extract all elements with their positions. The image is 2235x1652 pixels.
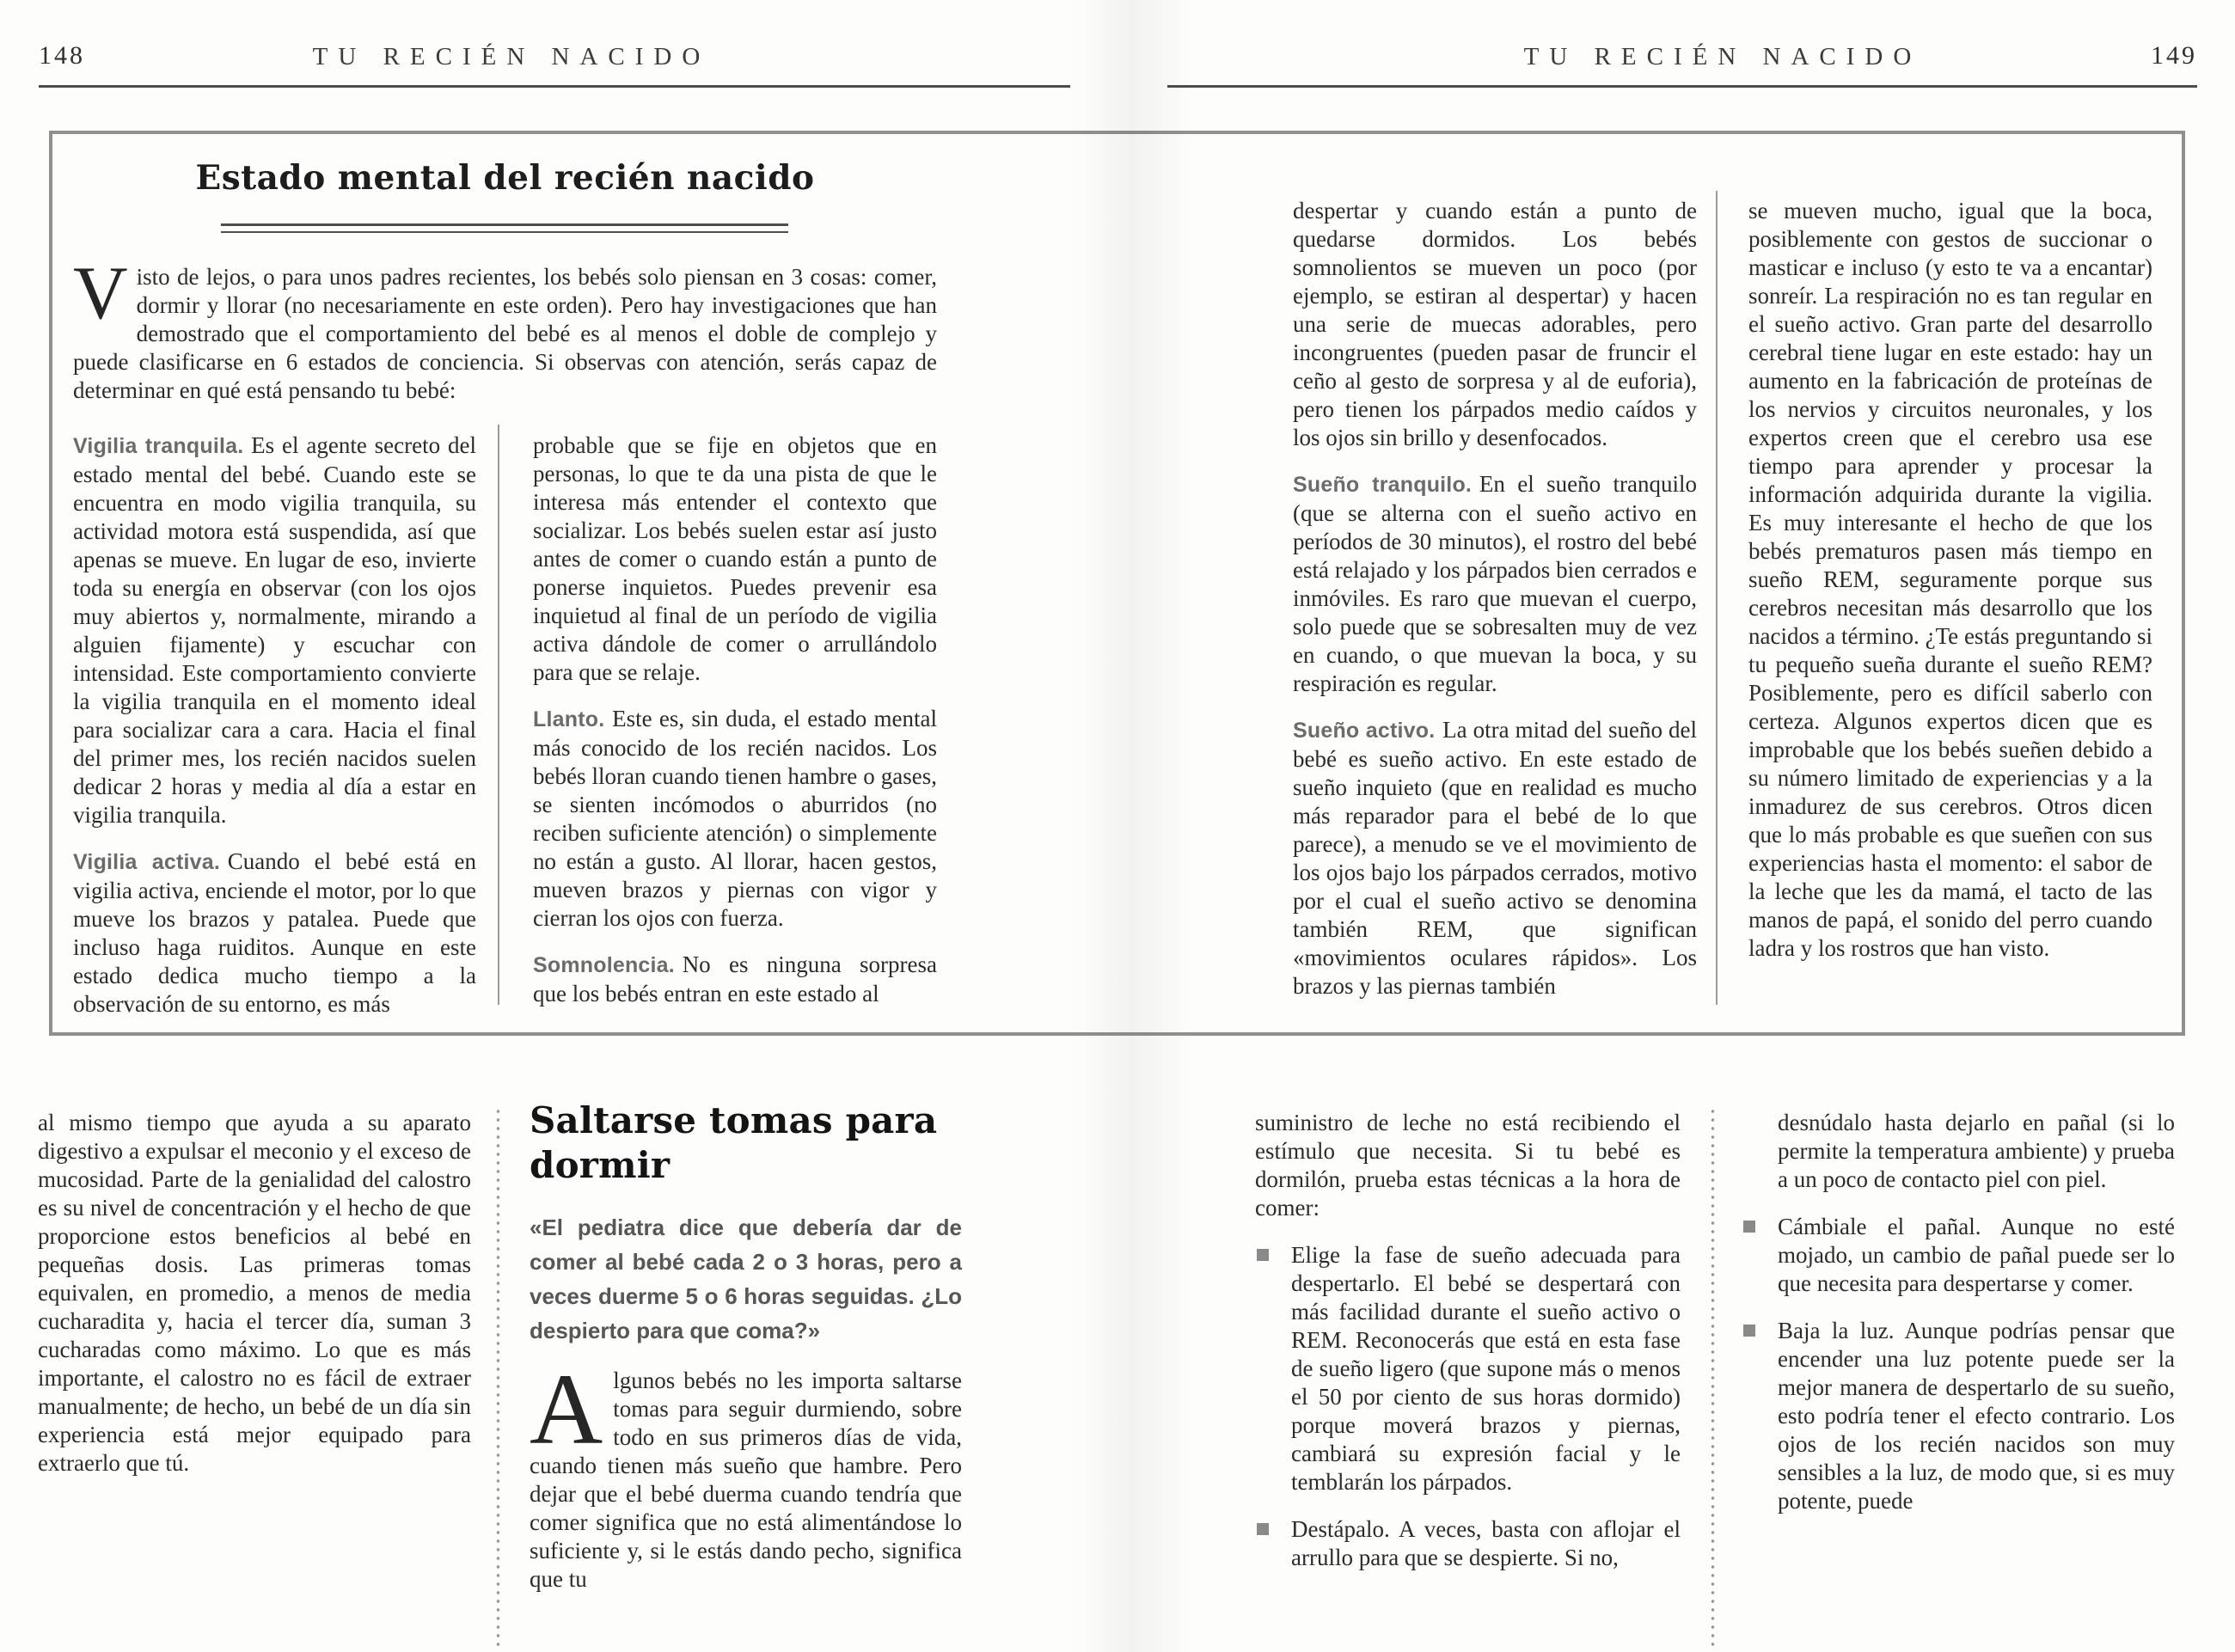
dotted-divider-right: [1711, 1109, 1715, 1649]
paragraph-text: Cuando el bebé está en vigilia activa, enciende el motor, por lo que mueve los brazos y patalea. Puede que incluso haga ruiditos. Aunque en este estado dedica mucho tiempo a la observación de su entorno, es más: [73, 848, 477, 1017]
paragraph-sueno-activo: [1293, 716, 1697, 1000]
bottom-column-colostrum: [38, 1109, 471, 1496]
sidebar-heading: Saltarse tomas para dormir: [530, 1099, 938, 1186]
paragraph-lead: Sueño activo.: [1293, 719, 1436, 743]
header-rule-right: [1167, 85, 2197, 88]
running-head-right: TU RECIÉN NACIDO: [1523, 43, 1922, 70]
feature-box-title: Estado mental del recién nacido: [195, 158, 815, 198]
paragraph-continuation: [1748, 197, 2152, 963]
paragraph-vigilia-activa: [73, 847, 476, 1019]
intro-text: isto de lejos, o para unos padres recientes, los bebés solo piensan en 3 cosas: comer, dormir y llorar (no necesariamente en este orden). Pero hay investigaciones que han demostrado que el comportamiento del bebé es al menos el doble de complejo y puede clasificarse en 6 estados de conciencia. Si observas con atención, serás capaz de determinar en qué está pensando tu bebé:: [73, 264, 937, 403]
feature-column-2: [533, 431, 937, 1008]
paragraph-text: No es ninguna sorpresa que los bebés entran en este estado al: [533, 951, 937, 1006]
paragraph-text: despertar y cuando están a punto de quedarse dormidos. Los bebés somnolientos se mueven un poco (por ejemplo, se estiran al despertar) y hacen una serie de muecas adorables, pero incongruentes (pueden pasar de fruncir el ceño al gesto de sorpresa y al de euforia), pero tienen los párpados medio caídos y los ojos sin brillo y desenfocados.: [1293, 198, 1697, 450]
title-double-rule: [221, 223, 788, 233]
bullet-text: Destápalo. A veces, basta con aflojar el arrullo para que se despierte. Si no,: [1291, 1516, 1681, 1570]
paragraph-text: Es el agente secreto del estado mental del bebé. Cuando este se encuentra en modo vigilia tranquila, su actividad motora está suspendida, así que apenas se mueve. En lugar de eso, invierte toda su energía en observar (con los ojos muy abiertos y, normalmente, mirando a alguien fijamente) y escuchar con intensidad. Este comportamiento convierte la vigilia tranquila en el momento ideal para socializar cara a cara. Hacia el final del primer mes, los recién nacidos suelen dedicar 2 horas y media al día a estar en vigilia tranquila.: [73, 432, 476, 828]
paragraph-text: se mueven mucho, igual que la boca, posiblemente con gestos de succionar o masticar e incluso (y esto te va a encantar) sonreír. La respiración no es tan regular en el sueño activo. Gran parte del desarrollo cerebral tiene lugar en este estado: hay un aumento en la fabricación de proteínas de los nervios y circuitos neuronales, y los expertos creen que el cerebro usa ese tiempo para aprender y procesar la información adquirida durante la vigilia. Es muy interesante el hecho de que los bebés prematuros pasen más tiempo en sueño REM, seguramente porque sus cerebros necesitan más desarrollo que los nacidos a término. ¿Te estás preguntando si tu pequeño sueña durante el sueño REM? Posiblemente, pero es difícil saberlo con certeza. Algunos expertos dicen que es improbable que los bebés sueñen debido a su número limitado de experiencias y a la inmadurez de sus cerebros. Otros dicen que lo más probable es que sueñen con sus experiencias hasta el momento: el sabor de la leche que les da mamá, el tacto de las manos de papá, el sonido del perro cuando ladra y los rostros que han visto.: [1748, 198, 2152, 961]
bullet-text: Baja la luz. Aunque podrías pensar que encender una luz potente puede ser la mejor manera de despertarlo de su sueño, esto podría tener el efecto contrario. Los ojos de los recién nacidos son muy sensibles a la luz, de modo que, si es muy potente, puede: [1778, 1318, 2175, 1514]
paragraph-lead: Vigilia tranquila.: [73, 434, 244, 458]
paragraph-llanto: [533, 705, 937, 933]
gutter-shadow: [1073, 0, 1193, 1652]
dotted-divider-left: [496, 1109, 500, 1649]
paragraph-text: Este es, sin duda, el estado mental más conocido de los recién nacidos. Los bebés lloran cuando tienen hambre o gases, se sienten incómodos o aburridos (no reciben suficiente atención) o simplemente no están a gusto. Al llorar, hacen gestos, mueven brazos y piernas con vigor y cierran los ojos con fuerza.: [533, 706, 937, 931]
paragraph-text: desnúdalo hasta dejarlo en pañal (si lo permite la temperatura ambiente) y prueba a un poco de contacto piel con piel.: [1778, 1110, 2175, 1192]
header-rule-left: [39, 85, 1070, 88]
paragraph-lead: Sueño tranquilo.: [1293, 473, 1473, 497]
paragraph-lead: Vigilia activa.: [73, 850, 221, 874]
paragraph-vigilia-tranquila: [73, 431, 476, 829]
square-bullet-icon: [1743, 1325, 1755, 1337]
paragraph-intro-techniques: [1255, 1109, 1681, 1222]
bullet-item-elige-fase: [1255, 1241, 1681, 1496]
paragraph-lead: Somnolencia.: [533, 953, 675, 977]
bullet-item-destapalo: [1255, 1515, 1681, 1572]
bullet-text: Cámbiale el pañal. Aunque no esté mojado, un cambio de pañal puede ser lo que necesita para despertarse y comer.: [1778, 1214, 2175, 1296]
running-head-left: TU RECIÉN NACIDO: [312, 43, 711, 70]
column-rule-left-page: [498, 425, 499, 1005]
intro-paragraph: [73, 252, 937, 405]
bullet-item-cambiale-panal: [1742, 1213, 2175, 1298]
paragraph-text: lgunos bebés no les importa saltarse tomas para seguir durmiendo, sobre todo en sus primeros días de vida, cuando tienen más sueño que hambre. Pero dejar que el bebé duerma cuando tendría que comer significa que no está alimentándose lo suficiente y, si le estás dando pecho, significa que tu: [530, 1367, 962, 1592]
page-number-left: 148: [39, 41, 85, 70]
paragraph-lead: Llanto.: [533, 707, 605, 731]
square-bullet-icon: [1257, 1523, 1269, 1535]
paragraph-text: suministro de leche no está recibiendo el estímulo que necesita. Si tu bebé es dormilón, prueba estas técnicas a la hora de comer:: [1255, 1110, 1681, 1221]
paragraph-text: probable que se fije en objetos que en personas, lo que te da una pista de que le interesa más entender el contexto que socializar. Los bebés suelen estar así justo antes de comer o cuando están a punto de ponerse inquietos. Puedes prevenir esa inquietud al final de un período de vigilia activa dándole de comer o arrullándolo para que se relaje.: [533, 432, 937, 685]
dropcap-a: A: [530, 1353, 603, 1465]
sidebar-quote: «El pediatra dice que debería dar de comer al bebé cada 2 o 3 horas, pero a veces duerme 5 o 6 horas seguidas. ¿Lo despierto para que coma?»: [530, 1215, 962, 1343]
feature-column-4: [1748, 197, 2152, 963]
paragraph-continuation: [1293, 197, 1697, 452]
paragraph-text: La otra mitad del sueño del bebé es sueño activo. En este estado de sueño inquieto (que en realidad es mucho más reparador para el bebé de lo que parece), a menudo se ve el movimiento de los ojos bajo los párpados cerrados, motivo por el cual el sueño activo se denomina también REM, que significan «movimientos oculares rápidos». Los brazos y las piernas también: [1293, 717, 1698, 999]
bullet-text: Elige la fase de sueño adecuada para despertarlo. El bebé se despertará con más facilidad durante el sueño activo o REM. Reconocerás que está en esta fase de sueño ligero (que supone más o menos el 50 por ciento de sus horas dormido) porque moverá brazos y piernas, cambiará su expresión facial y le temblarán los párpados.: [1291, 1242, 1681, 1495]
feature-column-1: [73, 431, 476, 1019]
paragraph-text: En el sueño tranquilo (que se alterna con el sueño activo en períodos de 30 minutos), el rostro del bebé está relajado y los párpados bien cerrados e inmóviles. Es raro que muevan el cuerpo, solo puede que se sobresalten muy de vez en cuando, o que muevan la boca, y su respiración es regular.: [1293, 471, 1697, 696]
sidebar-saltarse-tomas: [530, 1098, 962, 1612]
bottom-column-techniques-cont: [1742, 1109, 2175, 1534]
paragraph-algunos-bebes: [530, 1353, 962, 1594]
page-number-right: 149: [2151, 41, 2197, 70]
paragraph-text: al mismo tiempo que ayuda a su aparato digestivo a expulsar el meconio y el exceso de mucosidad. Parte de la genialidad del calostro es su nivel de concentración y el hecho de que proporcione estos beneficios al bebé en pequeñas dosis. Las primeras tomas equivalen, en promedio, a menos de media cucharadita y, hacia el tercer día, suman 3 cucharadas como máximo. Lo que es más importante, el calostro no es fácil de extraer manualmente; de hecho, un bebé de un día sin experiencia está mejor equipado para extraerlo que tú.: [38, 1110, 471, 1476]
paragraph-continuation: [533, 431, 937, 687]
square-bullet-icon: [1743, 1221, 1755, 1233]
paragraph-sueno-tranquilo: [1293, 470, 1697, 698]
column-rule-right-page: [1716, 191, 1718, 1005]
paragraph-continuation: [1742, 1109, 2175, 1194]
bottom-column-techniques: [1255, 1109, 1681, 1591]
dropcap-v: V: [73, 252, 128, 335]
paragraph-somnolencia: [533, 951, 937, 1008]
square-bullet-icon: [1257, 1249, 1269, 1261]
bullet-item-baja-la-luz: [1742, 1317, 2175, 1515]
feature-column-3: [1293, 197, 1697, 1000]
paragraph-colostrum: [38, 1109, 471, 1478]
